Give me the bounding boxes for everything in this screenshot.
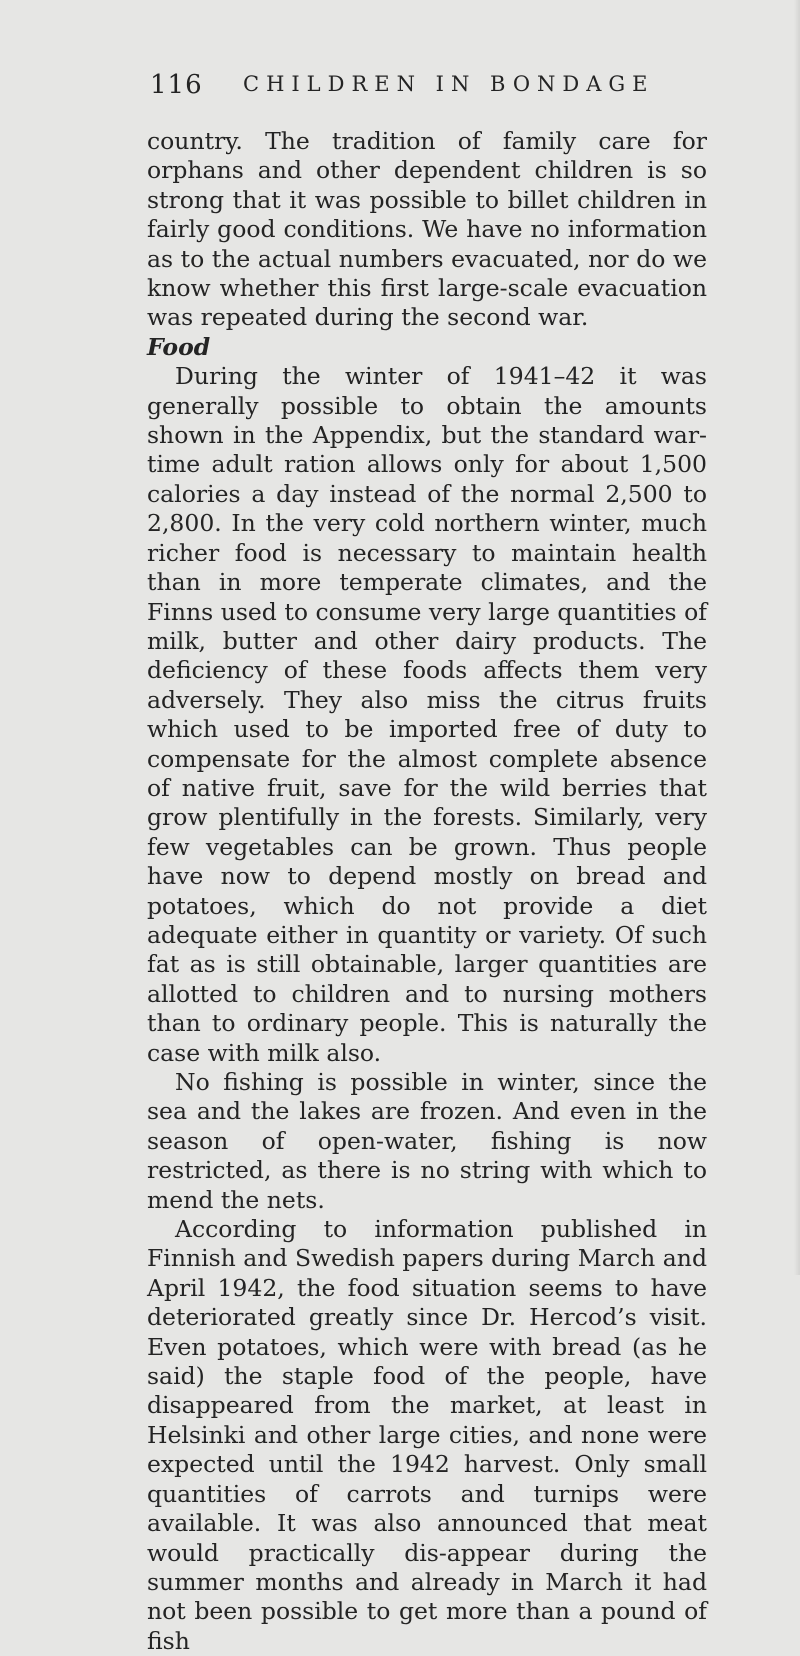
paragraph-fishing: No fishing is possible in winter, since the sea and the lakes are frozen. And even in the season of open-water, fishing is now restricted, as there is no string with which to mend the nets.	[147, 1068, 707, 1214]
page-edge-shadow	[794, 0, 800, 1275]
running-head: CHILDREN IN BONDAGE	[243, 72, 655, 96]
section-heading: Food	[147, 332, 211, 361]
paragraph-deterioration: According to information published in Finnish and Swedish papers during March and April 1942, the food situation seems to have deteriorated greatly since Dr. Hercod’s visit. Even potatoes, which were with bread (as he said) the staple food of the people, have disappeared from the market, at least in Helsinki and other large cities, and none were expected until the 1942 harvest. Only small quantities of carrots and turnips were available. It was also announced that meat would practically dis-appear during the summer months and already in March it had not been possible to get more than a pound of fish	[147, 1215, 707, 1655]
page-number: 116	[150, 70, 203, 100]
paragraph-continuation: country. The tradition of family care for orphans and other dependent children is so strong that it was possible to billet children in fairly good conditions. We have no information as to the actual numbers evacuated, nor do we know whether this first large-scale evacuation was repeated during the second war.	[147, 127, 707, 332]
body-text	[147, 127, 707, 1656]
paragraph-food: During the winter of 1941–42 it was generally possible to obtain the amounts shown in the Appendix, but the standard war-time adult ration allows only for about 1,500 calories a day instead of the normal 2,500 to 2,800. In the very cold northern winter, much richer food is necessary to maintain health than in more temperate climates, and the Finns used to consume very large quantities of milk, butter and other dairy products. The deficiency of these foods affects them very adversely. They also miss the citrus fruits which used to be imported free of duty to compensate for the almost complete absence of native fruit, save for the wild berries that grow plentifully in the forests. Similarly, very few vegetables can be grown. Thus people have now to depend mostly on bread and potatoes, which do not provide a diet adequate either in quantity or variety. Of such fat as is still obtainable, larger quantities are allotted to children and to nursing mothers than to ordinary people. This is naturally the case with milk also.	[147, 362, 707, 1067]
page-header	[150, 70, 710, 104]
